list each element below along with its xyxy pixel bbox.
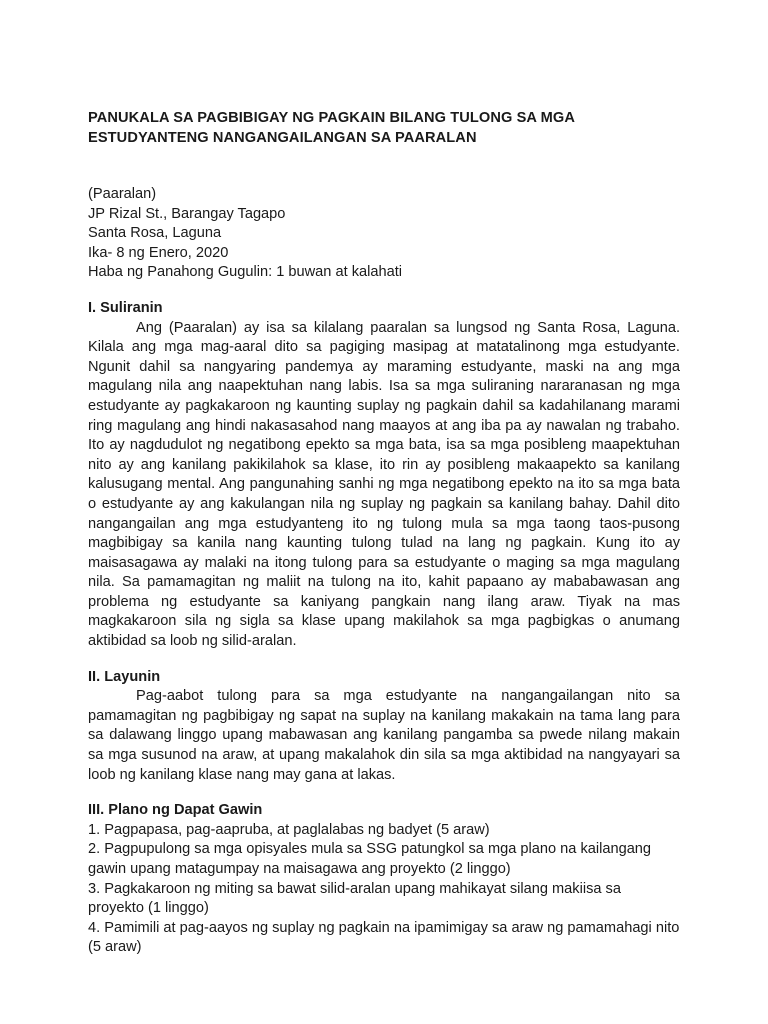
section-plano (88, 801, 680, 958)
section-heading-plano: III. Plano ng Dapat Gawin (88, 802, 263, 819)
section-suliranin (88, 299, 680, 652)
section-heading-suliranin: I. Suliranin (88, 299, 163, 316)
section-heading-layunin: II. Layunin (88, 668, 161, 685)
document-title: PANUKALA SA PAGBIBIGAY NG PAGKAIN BILANG TULONG SA MGA ESTUDYANTENG NANGANGAILANGAN SA PAARALAN (88, 110, 575, 146)
plan-item: 1. Pagpapasa, pag-aapruba, at paglalabas ng badyet (5 araw) (88, 821, 490, 838)
section-layunin (88, 668, 680, 786)
header-block (88, 185, 680, 283)
plan-item: 3. Pagkakaroon ng miting sa bawat silid-aralan upang mahikayat silang makiisa sa proyekto (1 linggo) (88, 880, 621, 917)
section-body-layunin: Pag-aabot tulong para sa mga estudyante na nangangailangan nito sa pamamagitan ng pagbibigay ng sapat na suplay na kanilang makakain na tama lang para sa dalawang linggo upang mabawasan ang kanilang pangamba sa pwede nilang makain sa mga susunod na araw, at upang makalahok din sila sa mga aktibidad na nangyayari sa loob ng kanilang klase nang may gana at lakas. (88, 688, 680, 783)
section-body-suliranin: Ang (Paaralan) ay isa sa kilalang paaralan sa lungsod ng Santa Rosa, Laguna. Kilala ang mga mag-aaral dito sa pagiging masipag at matatalinong mga estudyante. Ngunit dahil sa nangyaring pandemya ay maraming estudyante, maski na ang mga magulang nila ang naapektuhan nang labis. Isa sa mga suliraning nararanasan ng mga estudyante ay pagkakaroon ng kaunting suplay ng pagkain dahil sa kadahilanang marami ring magulang ang hindi nakasasahod nang maayos at ang iba pa ay nawalan ng trabaho. Ito ay nagdudulot ng negatibong epekto sa mga bata, isa sa mga posibleng maapektuhan nito ay ang kanilang pakikilahok sa klase, ito rin ay posibleng makaapekto sa kanilang kalusugang mental. Ang pangunahing sanhi ng mga negatibong epekto na ito sa mga bata o estudyante ay ang kakulangan nila ng suplay ng pagkain sa kanilang bahay. Dahil dito nangangailan ang mga estudyanteng ito ng tulong mula sa mga taong taos-pusong magbibigay sa kanila nang kaunting tulong tulad na lang ng pagkain. Kung ito ay maisasagawa ay malaki na itong tulong para sa estudyante o maging sa mga magulang nila. Sa pamamagitan ng maliit na tulong na ito, kahit papaano ay mababawasan ang problema ng estudyante sa kaniyang pangkain nang ilang araw. Tiyak na mas magkakaroon sila ng sigla sa klase upang makilahok sa mga pagbigkas o anumang aktibidad sa loob ng silid-aralan. (88, 319, 680, 650)
school-name: (Paaralan) (88, 186, 157, 202)
document-date: Ika- 8 ng Enero, 2020 (88, 244, 229, 261)
street-address: JP Rizal St., Barangay Tagapo (88, 205, 286, 222)
duration-line: Haba ng Panahong Gugulin: 1 buwan at kalahati (88, 264, 403, 281)
plan-list (88, 821, 680, 958)
plan-item: 2. Pagpupulong sa mga opisyales mula sa SSG patungkol sa mga plano na kailangang gawin upang matagumpay na maisagawa ang proyekto (2 linggo) (88, 841, 652, 877)
plan-item: 4. Pamimili at pag-aayos ng suplay ng pagkain na ipamimigay sa araw ng pamamahagi nito (5 araw) (88, 919, 680, 956)
city-address: Santa Rosa, Laguna (88, 225, 222, 242)
